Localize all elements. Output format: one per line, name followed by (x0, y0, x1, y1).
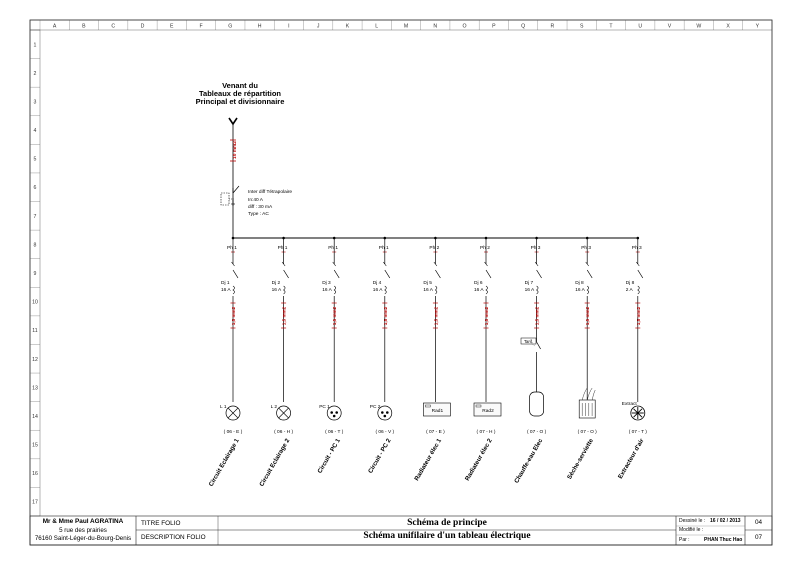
column-label: H (257, 23, 262, 30)
breaker-label: Dj 8 (575, 281, 584, 286)
row-label: 3 (33, 99, 37, 106)
device-label: L 1 (220, 405, 227, 410)
folio-total: 07 (754, 534, 763, 541)
row-label: 14 (32, 413, 38, 420)
circuit-name: Radiateur élec 1 (413, 437, 444, 483)
cable-section-label: 1,5 mm2 (635, 306, 641, 326)
breaker-rating: 16 A (372, 288, 383, 293)
breaker-label: Dj 1 (221, 281, 230, 286)
cable-section-label: 1,5 mm2 (231, 306, 236, 326)
circuit-name: Circuit Eclairage 2 (258, 437, 292, 488)
reference-label: ( 06 - V ) (375, 430, 395, 435)
phase-label: Ph 1 (277, 246, 288, 251)
main-breaker-rating: In:40 A (248, 198, 263, 203)
circuit-name: Circuit - PC 2 (367, 437, 393, 475)
folio-number: 04 (754, 519, 763, 526)
breaker-rating: 16 A (221, 288, 231, 293)
breaker-rating: 16 A (575, 288, 585, 293)
phase-label: Ph 1 (378, 246, 389, 251)
owner-name: Mr & Mme Paul AGRATINA (42, 518, 124, 525)
device-label: L 2 (270, 405, 278, 410)
main-cable-label: 10 mm2 (233, 141, 238, 159)
circuit-name: Circuit Eclairage 1 (207, 437, 241, 488)
breaker-rating: 16 A (322, 288, 332, 293)
breaker-label: Dj 5 (423, 281, 432, 286)
source-line-1: Venant du (222, 81, 258, 90)
cable-section-label: 1,5 mm2 (332, 306, 338, 326)
breaker-label: Dj 2 (271, 281, 281, 286)
row-label: 15 (32, 442, 38, 449)
author-label: Par : (679, 537, 690, 543)
breaker-rating: 2 A (625, 288, 633, 293)
author-value: PHAN Thuc Hao (704, 537, 743, 543)
row-label: 7 (33, 213, 37, 220)
reference-label: ( 06 - T ) (325, 430, 344, 435)
thermostat-tag-label: Tarif. (523, 338, 534, 344)
device-label: PC 2 (369, 405, 381, 410)
description-folio-label: DESCRIPTION FOLIO (141, 534, 206, 541)
breaker-label: Dj 3 (322, 281, 331, 286)
phase-label: Ph 3 (581, 246, 592, 251)
column-label: S (579, 23, 584, 30)
breaker-label: Dj 8 (625, 281, 635, 286)
column-label: J (316, 23, 320, 30)
reference-label: ( 06 - E ) (223, 430, 243, 435)
drawn-date-value: 16 / 02 / 2013 (710, 518, 741, 524)
column-label: F (199, 23, 203, 30)
titre-folio-label: TITRE FOLIO (141, 520, 181, 527)
device-label: PC 1 (319, 405, 330, 410)
device-label: Extract (621, 402, 637, 407)
circuit-name: Chauffe-eau Elec (513, 437, 545, 485)
breaker-rating: 16 A (423, 288, 434, 293)
reference-label: ( 07 - H ) (476, 430, 496, 435)
phase-label: Ph 3 (530, 246, 541, 251)
row-label: 6 (33, 185, 37, 192)
column-label: V (667, 23, 672, 30)
row-label: 9 (33, 271, 37, 277)
breaker-rating: 16 A (474, 288, 484, 293)
source-line-2: Tableaux de répartition (199, 89, 281, 98)
column-label: T (609, 23, 613, 30)
owner-address-line-1: 5 rue des prairies (59, 527, 107, 534)
breaker-rating: 16 A (271, 288, 282, 293)
column-label: N (433, 23, 438, 30)
breaker-label: Dj 6 (474, 281, 483, 286)
breaker-label: Dj 7 (524, 281, 534, 286)
row-label: 2 (33, 70, 37, 77)
reference-label: ( 06 - H ) (274, 430, 294, 435)
phase-label: Ph 3 (631, 246, 642, 251)
row-label: 4 (33, 128, 37, 135)
phase-label: Ph 1 (328, 246, 339, 251)
column-label: K (345, 23, 350, 30)
circuit-name: Extracteur d'air (616, 437, 646, 481)
cable-section-label: 1,5 mm2 (382, 306, 388, 326)
reference-label: ( 07 - O ) (526, 430, 547, 435)
column-label: E (170, 23, 174, 30)
column-label: L (375, 23, 379, 30)
cable-section-label: 1,5 mm2 (281, 306, 287, 326)
column-label: W (696, 23, 702, 30)
row-label: 8 (33, 242, 37, 249)
description-folio-value: Schéma unifilaire d'un tableau électrique (363, 531, 531, 541)
circuit-name: Circuit - PC 1 (316, 437, 342, 475)
column-label: G (228, 23, 233, 30)
main-breaker-class: Type : AC (248, 212, 269, 217)
column-label: R (550, 23, 555, 30)
column-label: P (492, 23, 496, 30)
column-label: X (726, 23, 730, 30)
reference-label: ( 07 - E ) (426, 430, 445, 435)
column-label: M (403, 23, 409, 30)
cable-section-label: 1,5 mm2 (534, 306, 540, 326)
row-label: 13 (32, 385, 38, 392)
device-label: Rad1 (431, 409, 444, 414)
circuit-name: Radiateur élec 2 (463, 437, 494, 483)
breaker-rating: 16 A (524, 288, 535, 293)
cable-section-label: 1,5 mm2 (585, 306, 591, 326)
row-label: 11 (32, 328, 38, 335)
titre-folio-value: Schéma de principe (407, 518, 487, 528)
main-breaker-sensitivity: diff : 30 mA (248, 205, 273, 210)
reference-label: ( 07 - T ) (628, 430, 647, 435)
breaker-label: Dj 4 (372, 281, 382, 286)
column-label: B (82, 23, 86, 30)
drawn-date-label: Dessiné le : (679, 518, 706, 524)
column-label: I (288, 23, 290, 30)
owner-address-line-2: 76160 Saint-Léger-du-Bourg-Denis (34, 535, 132, 542)
column-label: D (140, 23, 145, 30)
row-label: 5 (33, 156, 37, 163)
column-label: A (52, 23, 57, 30)
phase-label: Ph 1 (227, 246, 237, 251)
row-label: 16 (32, 471, 38, 478)
cable-section-label: 1,5 mm2 (484, 306, 489, 326)
column-label: O (462, 23, 467, 30)
row-label: 1 (33, 42, 37, 49)
column-label: C (111, 23, 116, 30)
row-label: 17 (32, 499, 38, 506)
phase-label: Ph 2 (480, 246, 490, 251)
reference-label: ( 07 - O ) (577, 430, 597, 435)
column-label: Q (521, 23, 526, 30)
column-label: U (638, 23, 643, 30)
row-label: 10 (32, 299, 38, 306)
cable-section-label: 1,5 mm2 (433, 306, 439, 326)
device-label: Rad2 (482, 409, 494, 414)
main-breaker-type: Inter diff Tétrapolaire (248, 190, 293, 195)
circuit-name: Sèche-serviette (565, 437, 595, 481)
modified-date-label: Modifié le : (679, 527, 704, 533)
column-label: Y (755, 23, 760, 30)
phase-label: Ph 2 (429, 246, 440, 251)
row-label: 12 (32, 356, 38, 363)
source-line-3: Principal et divisionnaire (195, 97, 285, 106)
